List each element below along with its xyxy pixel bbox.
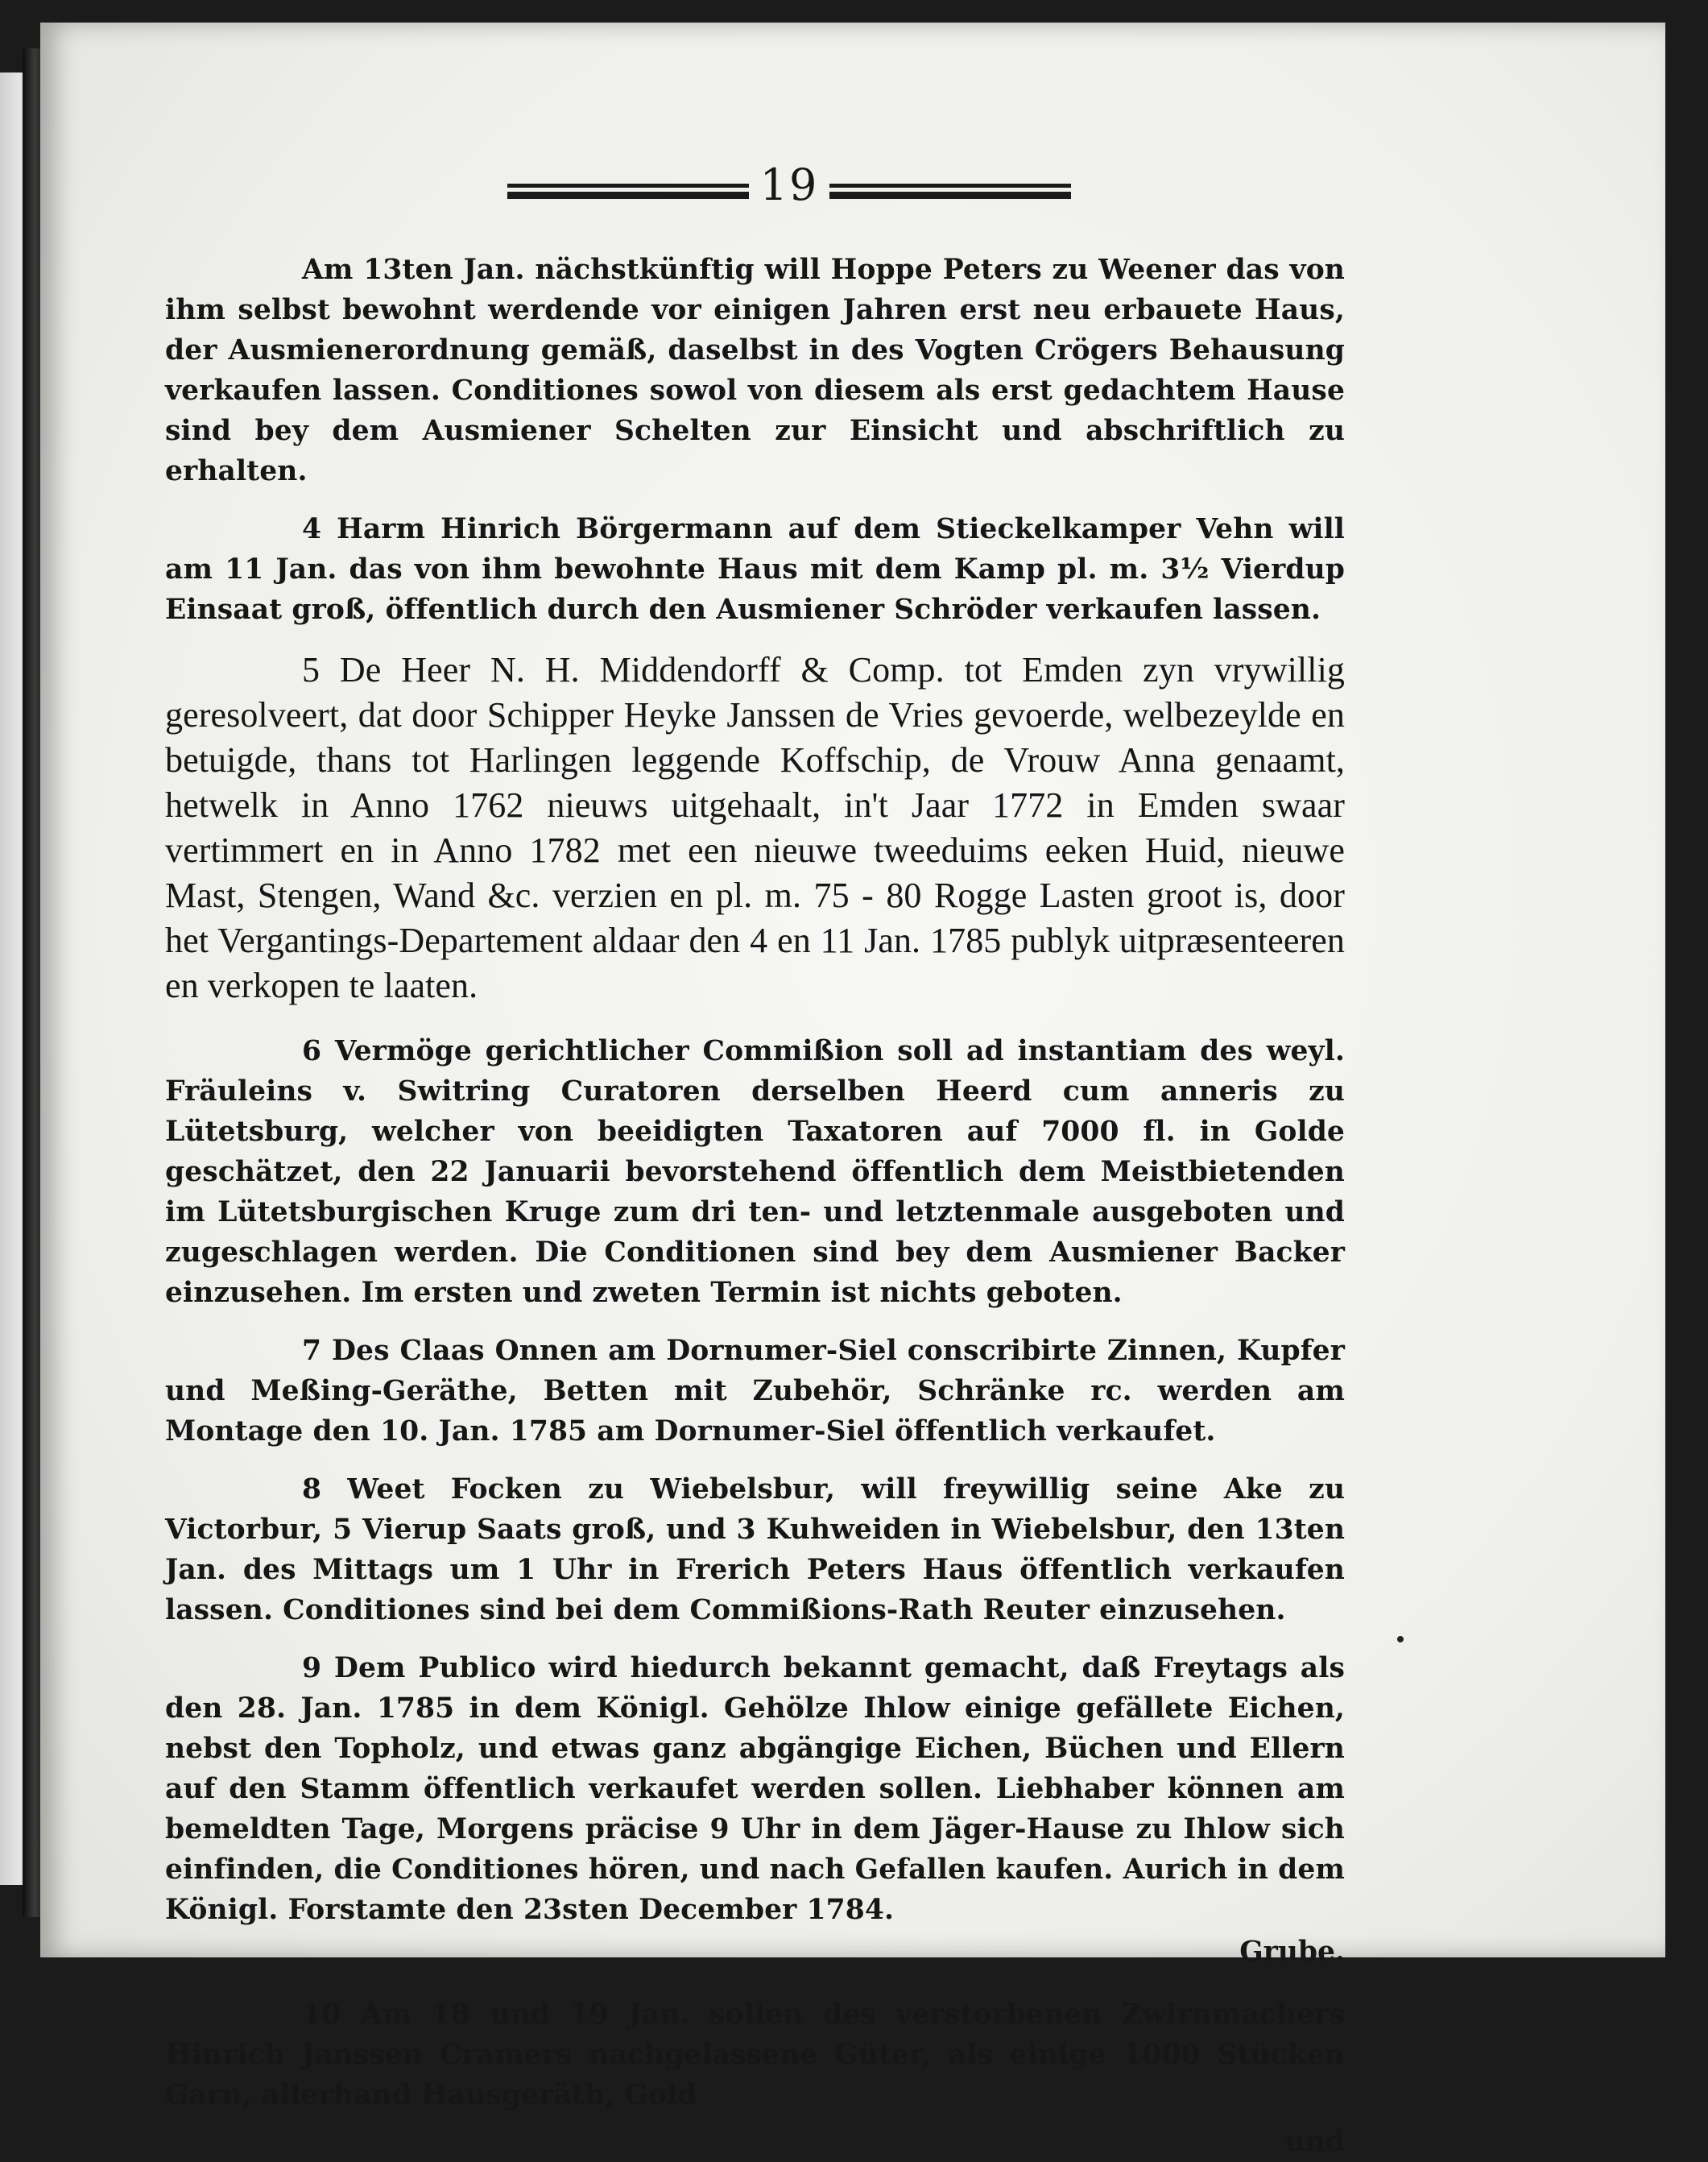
notice-entry-10: 10 Am 18 und 19 Jan. sollen des verstorbenen Zwirnmachers Hinrich Janssen Cramers nachgelassene Güter, als einige 1000 Stücken Garn, allerhand Hausgeräth, Gold — [165, 1998, 1345, 2111]
book-page — [40, 23, 1665, 2158]
notice-entry-4: 4 Harm Hinrich Börgermann auf dem Stieckelkamper Vehn will am 11 Jan. das von ihm bewohnte Haus mit dem Kamp pl. m. 3½ Vierdup Einsaat groß, öffentlich durch den Ausmiener Schröder verkaufen lassen. — [165, 513, 1345, 626]
notice-entry-9: 9 Dem Publico wird hiedurch bekannt gemacht, daß Freytags als den 28. Jan. 1785 in dem Königl. Gehölze Ihlow einige gefällete Eichen, nebst den Topholz, und etwas ganz abgängige Eichen, Büchen und Ellern auf den Stamm öffentlich verkaufet werden sollen. Liebhaber können am bemeldten Tage, Morgens präcise 9 Uhr in dem Jäger-Hause zu Ihlow sich einfinden, die Conditiones hören, und nach Gefallen kaufen. Aurich in dem Königl. Forstamte den 23sten December 1784. — [165, 1652, 1345, 1926]
page-body — [165, 250, 1345, 2162]
signature-grube: Grube. — [1239, 1936, 1345, 1968]
notice-entry-8: 8 Weet Focken zu Wiebelsbur, will freywillig seine Ake zu Victorbur, 5 Vierup Saats groß, und 3 Kuhweiden in Wiebelsbur, den 13ten Jan. des Mittags um 1 Uhr in Frerich Peters Haus öffentlich verkaufen lassen. Conditiones sind bei dem Commißions-Rath Reuter einzusehen. — [165, 1473, 1345, 1626]
catchword: und — [1284, 2126, 1345, 2158]
ink-speck — [1397, 1636, 1404, 1642]
header-rule-right — [829, 184, 1071, 203]
notice-entry-1: Am 13ten Jan. nächstkünftig will Hoppe Peters zu Weener das von ihm selbst bewohnt werdende vor einigen Jahren erst neu erbauete Haus, der Ausmienerordnung gemäß, daselbst in des Vogten Crögers Behausung verkaufen lassen. Conditiones sowol von diesem als erst gedachtem Hause sind bey dem Ausmiener Schelten zur Einsicht und abschriftlich zu erhalten. — [165, 254, 1345, 487]
notice-entry-5: 5 De Heer N. H. Middendorff & Comp. tot Emden zyn vrywillig geresolveert, dat door Schipper Heyke Janssen de Vries gevoerde, welbezeylde en betuigde, thans tot Harlingen leggende Koffschip, de Vrouw Anna genaamt, hetwelk in Anno 1762 nieuws uitgehaalt, in't Jaar 1772 in Emden swaar vertimmert en in Anno 1782 met een nieuwe tweeduims eeken Huid, nieuwe Mast, Stengen, Wand &c. verzien en pl. m. 75 - 80 Rogge Lasten groot is, door het Vergantings-Departement aldaar den 4 en 11 Jan. 1785 publyk uitpræsenteeren en verkopen te laaten. — [165, 650, 1345, 1005]
page-number: 19 — [759, 159, 819, 210]
notice-entry-7: 7 Des Claas Onnen am Dornumer-Siel conscribirte Zinnen, Kupfer und Meßing-Geräthe, Betten mit Zubehör, Schränke rc. werden am Montage den 10. Jan. 1785 am Dornumer-Siel öffentlich verkaufet. — [165, 1335, 1345, 1448]
page-header — [467, 159, 1111, 232]
notice-entry-6: 6 Vermöge gerichtlicher Commißion soll ad instantiam des weyl. Fräuleins v. Switring Curatoren derselben Heerd cum anneris zu Lütetsburg, welcher von beeidigten Taxatoren auf 7000 fl. in Golde geschätzet, den 22 Januarii bevorstehend öffentlich dem Meistbietenden im Lütetsburgischen Kruge zum dri ten- und letztenmale ausgeboten und zugeschlagen werden. Die Conditionen sind bey dem Ausmiener Backer einzusehen. Im ersten und zweten Termin ist nichts geboten. — [165, 1035, 1345, 1309]
